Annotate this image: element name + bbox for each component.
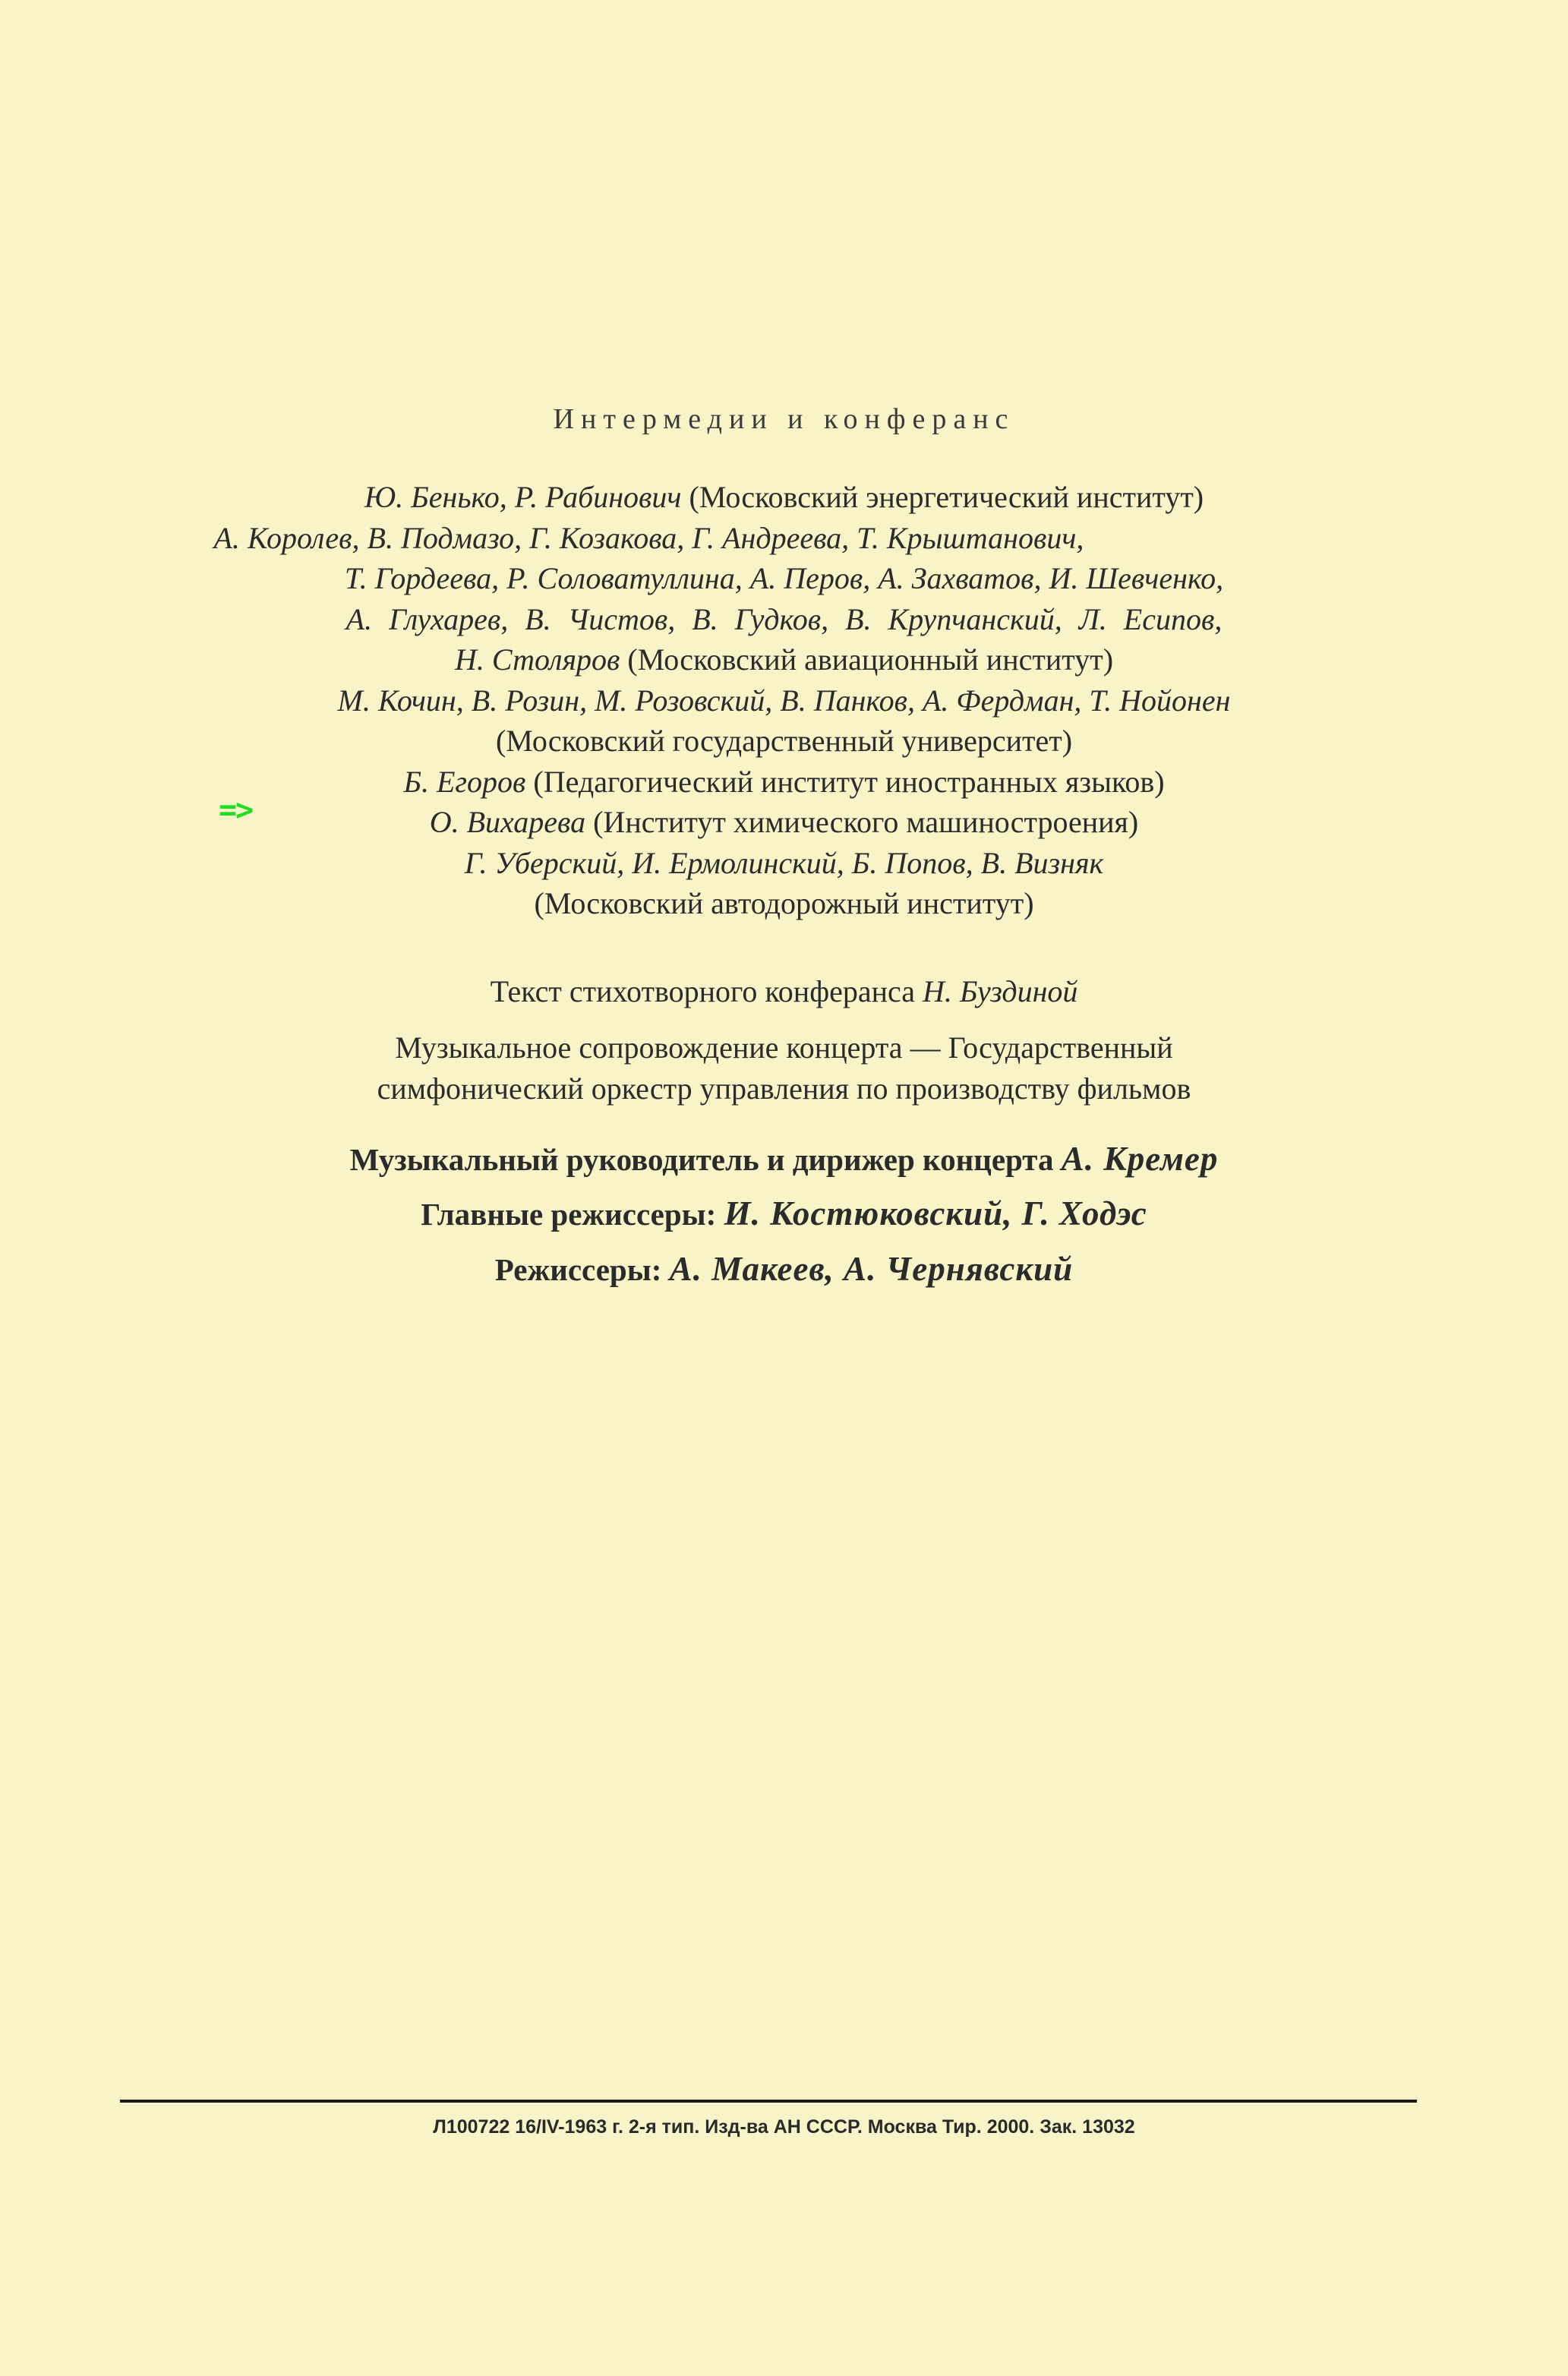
cast-line <box>0 477 1568 518</box>
cast-names: О. Вихарева <box>429 805 586 839</box>
cast-institute: (Московский энергетический институт) <box>689 480 1204 514</box>
cast-line <box>0 680 1568 721</box>
cast-line <box>0 843 1568 884</box>
cast-institute: (Институт химического машиностроения) <box>593 805 1139 839</box>
section-heading: Интермедии и конферанс <box>553 403 1015 435</box>
highlight-arrow: => <box>219 793 253 828</box>
cast-institute: (Московский авиационный институт) <box>627 642 1114 677</box>
verse-text-author: Н. Буздиной <box>923 974 1078 1008</box>
cast-institute: (Московский автодорожный институт) <box>534 886 1034 920</box>
cast-list <box>0 477 1568 924</box>
cast-line <box>0 558 1568 599</box>
cast-institute: (Московский государственный университет) <box>495 724 1073 758</box>
footer-rule <box>120 2100 1417 2103</box>
credit-names: А. Кремер <box>1061 1140 1219 1178</box>
cast-institute: (Педагогический институт иностранных языков) <box>533 764 1165 799</box>
cast-names: Т. Гордеева, Р. Соловатуллина, А. Перов, А. Захватов, И. Шевченко, <box>344 561 1224 595</box>
credit-names: И. Костюковский, Г. Ходэс <box>724 1194 1147 1232</box>
music-line: симфонический оркестр управления по производству фильмов <box>377 1071 1191 1106</box>
cast-line <box>0 639 1568 680</box>
printing-imprint: Л100722 16/IV-1963 г. 2-я тип. Изд-ва АН СССР. Москва Тир. 2000. Зак. 13032 <box>433 2116 1135 2138</box>
cast-names: Ю. Бенько, Р. Рабинович <box>364 480 682 514</box>
verse-text-label: Текст стихотворного конферанса <box>490 974 916 1008</box>
credit-label: Главные режиссеры: <box>421 1197 717 1232</box>
directors-credit <box>0 1249 1568 1289</box>
music-credit <box>0 1027 1568 1109</box>
music-line: Музыкальное сопровождение концерта — Государственный <box>395 1030 1173 1065</box>
credit-names: А. Макеев, А. Чернявский <box>669 1250 1074 1288</box>
conductor-credit <box>0 1139 1568 1179</box>
cast-names: Г. Уберский, И. Ермолинский, Б. Попов, В. Визняк <box>464 845 1104 880</box>
chief-directors-credit <box>0 1194 1568 1233</box>
cast-names: Б. Егоров <box>403 764 526 799</box>
cast-line <box>0 721 1568 762</box>
credit-label: Музыкальный руководитель и дирижер концерта <box>349 1142 1054 1177</box>
cast-line <box>214 518 1355 559</box>
cast-names: Н. Столяров <box>454 642 620 677</box>
cast-names: М. Кочин, В. Розин, М. Розовский, В. Панков, А. Фердман, Т. Нойонен <box>337 683 1231 718</box>
cast-line <box>0 883 1568 924</box>
verse-text-credit <box>0 973 1568 1009</box>
cast-names: А. Глухарев, В. Чистов, В. Гудков, В. Крупчанский, Л. Есипов, <box>345 601 1223 636</box>
cast-names: А. Королев, В. Подмазо, Г. Козакова, Г. Андреева, Т. Крыштанович, <box>213 520 1084 555</box>
credit-label: Режиссеры: <box>494 1252 662 1287</box>
cast-line <box>0 599 1568 640</box>
